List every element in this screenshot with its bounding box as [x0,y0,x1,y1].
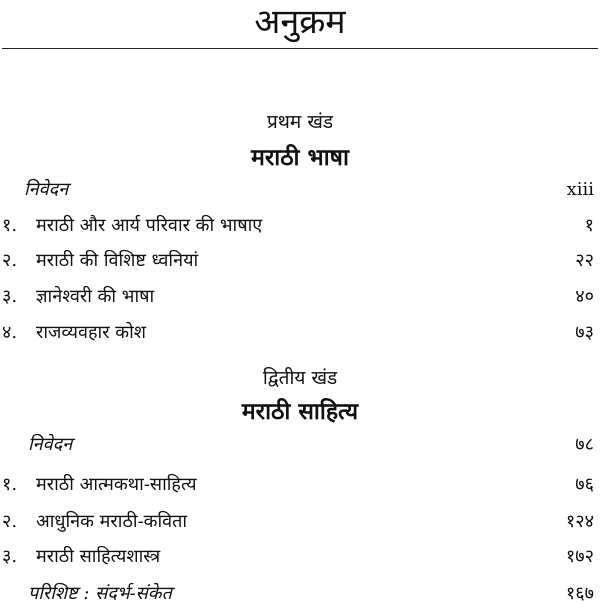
section-2-heading: मराठी साहित्य [241,398,359,425]
entry-title: मराठी की विशिष्ट ध्वनियां [36,250,199,271]
entry-number: ४. [2,322,18,343]
section-1-heading: मराठी भाषा [251,144,349,171]
entry-number: ३. [2,546,18,567]
section-2-label: द्वितीय खंड [262,367,338,389]
entry-page: १७२ [565,546,594,567]
page-title: अनुक्रम [254,2,346,42]
entry-number: २. [2,250,18,271]
entry-page: २२ [575,250,594,271]
entry-page: १ [584,215,594,236]
entry-page: xiii [566,179,594,200]
toc-entry[interactable] [0,212,600,240]
entry-page: ७३ [575,322,594,343]
toc-entry[interactable] [0,508,600,536]
entry-number: १. [2,474,18,495]
toc-entry[interactable] [0,247,600,275]
entry-title: निवेदन [28,434,73,455]
toc-entry-preface-1[interactable] [0,176,600,204]
toc-entry[interactable] [0,543,600,571]
entry-number: १. [2,215,18,236]
title-divider [2,48,598,49]
entry-page: ७८ [575,434,594,455]
entry-title: मराठी साहित्यशास्त्र [36,546,161,567]
entry-number: ३. [2,286,18,307]
section-1-label: प्रथम खंड [266,111,334,133]
entry-title: परिशिष्ट : संदर्भ-संकेत [28,583,172,604]
toc-entry[interactable] [0,471,600,499]
toc-entry[interactable] [0,319,600,347]
entry-title: निवेदन [24,179,69,200]
entry-title: राजव्यवहार कोश [36,322,147,343]
toc-entry-appendix[interactable] [0,580,600,608]
entry-title: मराठी आत्मकथा-साहित्य [36,474,197,495]
toc-entry-preface-2[interactable] [0,431,600,459]
entry-page: ७६ [575,474,594,495]
entry-page: १२४ [565,511,594,532]
entry-title: मराठी और आर्य परिवार की भाषाए [36,215,263,236]
entry-title: आधुनिक मराठी-कविता [36,511,188,532]
entry-number: २. [2,511,18,532]
entry-title: ज्ञानेश्वरी की भाषा [36,286,155,307]
entry-page: १६७ [565,583,594,604]
entry-page: ४० [575,286,594,307]
toc-entry[interactable] [0,283,600,311]
